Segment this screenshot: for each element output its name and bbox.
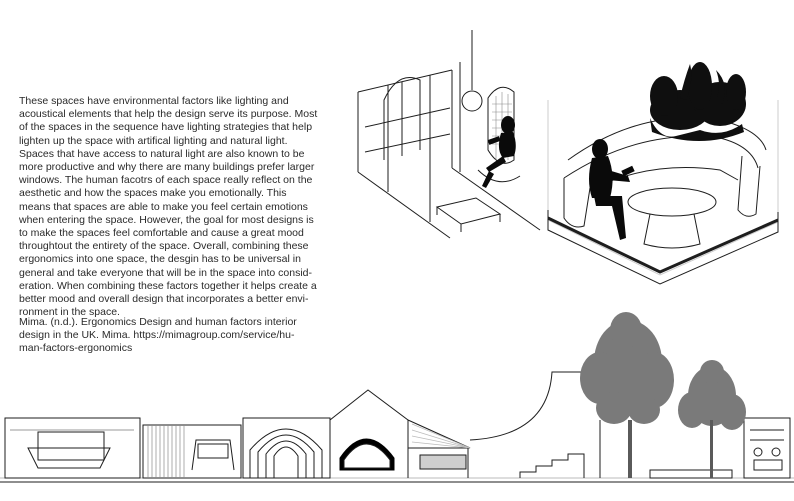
body-line: acoustical elements that help the design serve its purpose. Most <box>19 108 318 121</box>
body-line: better mood and overall design that incorporates a better envi- <box>19 293 309 306</box>
large-tree-illustration <box>580 312 674 478</box>
section-elevation-drawing <box>0 372 794 482</box>
lounge-sofa-sketch <box>548 100 778 284</box>
body-line: These spaces have environmental factors like lighting and <box>19 95 289 107</box>
body-line: general and take everyone that will be in the space into consid- <box>19 266 313 279</box>
citation-line: Mima. (n.d.). Ergonomics Design and human factors interior <box>19 316 297 328</box>
body-line: lighten up the space with artifical lighting and natural light. <box>19 134 288 147</box>
body-line: of the spaces in the sequence have lighting strategies that help <box>19 121 313 134</box>
body-line: windows. The human facotrs of each space really reflect on the <box>19 174 313 187</box>
body-line: eration. When combining these factors together it helps create a <box>19 279 317 292</box>
body-line: Spaces that have access to natural light are also known to be <box>19 147 305 160</box>
person-reading-in-chair-silhouette <box>482 116 516 188</box>
small-tree-illustration <box>678 360 746 478</box>
body-line: throughtout the entirety of the space. Overall, combining these <box>19 240 309 253</box>
body-line: more productive and why there are many buildings prefer larger <box>19 161 315 174</box>
citation-line: design in the UK. Mima. https://mimagroup.com/service/hu- <box>19 329 295 342</box>
citation-line: man-factors-ergonomics <box>19 342 133 355</box>
body-line: when entering the space. However, the goal for most designs is <box>19 213 314 226</box>
body-line: aesthetic and how the spaces make you emotionally. This <box>19 187 287 200</box>
body-line: ergonomics into one space, the desgin has to be universal in <box>19 253 301 266</box>
body-line: means that spaces are able to make you feel certain emotions <box>19 200 308 213</box>
potted-plants-illustration <box>650 62 746 141</box>
body-line: to make the spaces feel comfortable and cause a great mood <box>19 227 304 240</box>
body-line: ronment in the space. <box>19 306 120 319</box>
person-reading-on-sofa-silhouette <box>589 139 635 240</box>
